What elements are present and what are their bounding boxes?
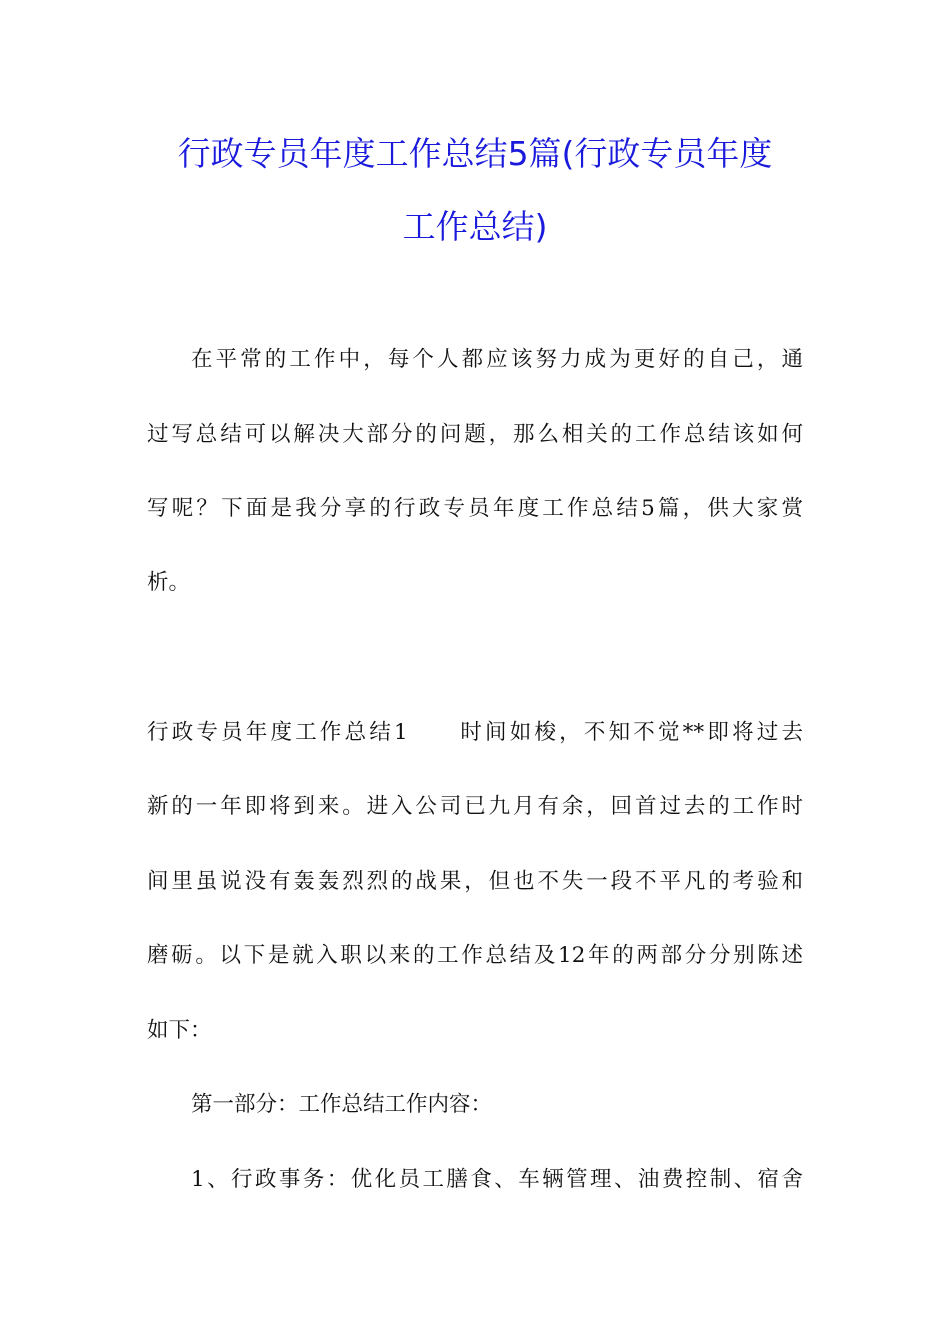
intro-line-4: 析。 — [147, 570, 191, 595]
part1-heading: 第一部分：工作总结工作内容： — [191, 1092, 493, 1117]
intro-line-1: 在平常的工作中，每个人都应该努力成为更好的自己，通 — [191, 347, 803, 372]
intro-line-2: 过写总结可以解决大部分的问题，那么相关的工作总结该如何 — [147, 422, 803, 447]
section1-line-5: 如下： — [147, 1018, 212, 1043]
item1-line: 1、行政事务：优化员工膳食、车辆管理、油费控制、宿舍 — [191, 1167, 803, 1192]
section1-line-1: 行政专员年度工作总结1 时间如梭，不知不觉**即将过去 — [147, 720, 803, 745]
section1-line-3: 间里虽说没有轰轰烈烈的战果，但也不失一段不平凡的考验和 — [147, 869, 803, 894]
intro-line-3: 写呢？下面是我分享的行政专员年度工作总结5篇，供大家赏 — [147, 496, 803, 521]
document-title-line-1: 行政专员年度工作总结5篇(行政专员年度 — [177, 134, 773, 173]
section1-line-2: 新的一年即将到来。进入公司已九月有余，回首过去的工作时 — [147, 794, 803, 819]
document-title-line-2: 工作总结) — [402, 207, 548, 246]
section1-line-4: 磨砺。以下是就入职以来的工作总结及12年的两部分分别陈述 — [147, 943, 803, 968]
